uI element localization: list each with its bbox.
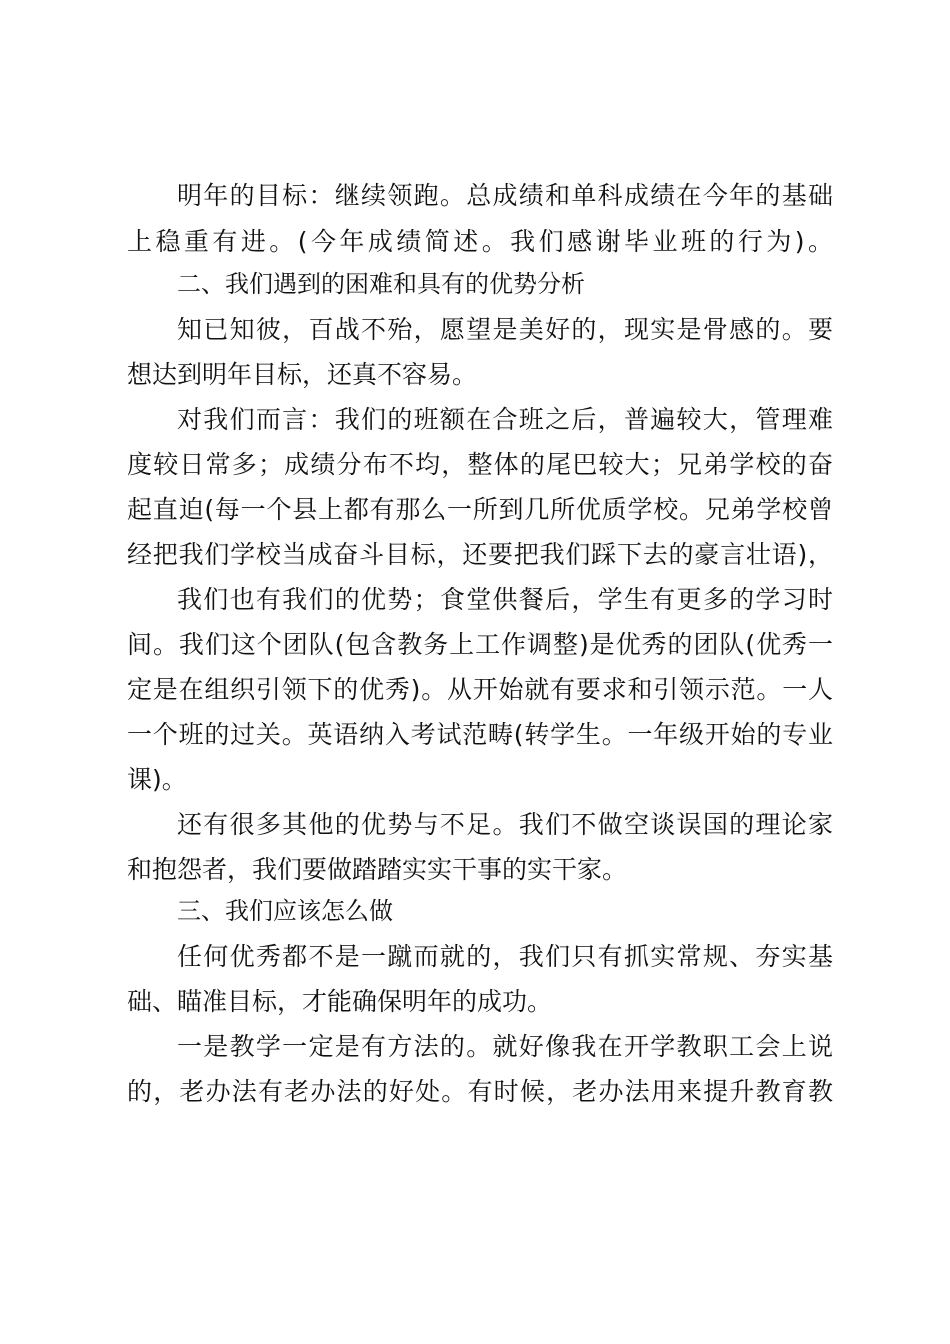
- paragraph-line: 课)。: [127, 765, 187, 794]
- paragraph-line: 经把我们学校当成奋斗目标，还要把我们踩下去的豪言壮语)，: [127, 540, 833, 569]
- paragraph-line: 想达到明年目标，还真不容易。: [127, 360, 478, 389]
- paragraph-line: 上稳重有进。(今年成绩简述。我们感谢毕业班的行为)。: [127, 227, 833, 256]
- paragraph-line: 明年的目标：继续领跑。总成绩和单科成绩在今年的基础: [177, 181, 833, 210]
- paragraph-line: 对我们而言：我们的班额在合班之后，普遍较大，管理难: [177, 405, 833, 434]
- section-heading: 二、我们遇到的困难和具有的优势分析: [177, 270, 585, 298]
- paragraph-line: 一是教学一定是有方法的。就好像我在开学教职工会上说: [177, 1032, 833, 1061]
- paragraph-line: 间。我们这个团队(包含教务上工作调整)是优秀的团队(优秀一: [127, 630, 833, 659]
- section-heading: 三、我们应该怎么做: [177, 897, 393, 925]
- paragraph-line: 定是在组织引领下的优秀)。从开始就有要求和引领示范。一人: [127, 675, 833, 704]
- paragraph-line: 度较日常多；成绩分布不均，整体的尾巴较大；兄弟学校的奋: [127, 450, 833, 479]
- paragraph-line: 还有很多其他的优势与不足。我们不做空谈误国的理论家: [177, 810, 833, 839]
- paragraph-line: 我们也有我们的优势；食堂供餐后，学生有更多的学习时: [177, 585, 833, 614]
- paragraph-line: 的，老办法有老办法的好处。有时候，老办法用来提升教育教: [127, 1077, 833, 1106]
- paragraph-line: 一个班的过关。英语纳入考试范畴(转学生。一年级开始的专业: [127, 720, 833, 749]
- paragraph-line: 和抱怨者，我们要做踏踏实实干事的实干家。: [127, 855, 628, 884]
- paragraph-line: 任何优秀都不是一蹴而就的，我们只有抓实常规、夯实基: [177, 942, 833, 971]
- paragraph-line: 础、瞄准目标，才能确保明年的成功。: [127, 987, 553, 1016]
- paragraph-line: 起直迫(每一个县上都有那么一所到几所优质学校。兄弟学校曾: [127, 495, 833, 524]
- paragraph-line: 知已知彼，百战不殆，愿望是美好的，现实是骨感的。要: [177, 315, 833, 344]
